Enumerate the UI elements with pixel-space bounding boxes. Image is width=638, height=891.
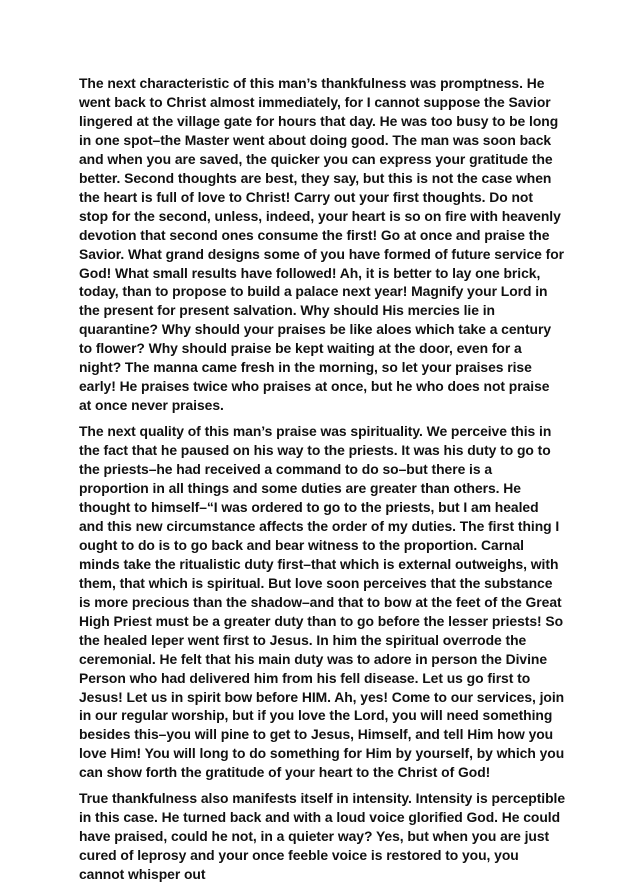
- paragraph-promptness: The next characteristic of this man’s thankfulness was promptness. He went back to Christ almost immediately, for I cannot suppose the Savior lingered at the village gate for hours that day. He was too busy to be long in one spot–the Master went about doing good. The man was soon back and when you are saved, the quicker you can express your gratitude the better. Second thoughts are best, they say, but this is not the case when the heart is full of love to Christ! Carry out your first thoughts. Do not stop for the second, unless, indeed, your heart is so on fire with heavenly devotion that second ones consume the first! Go at once and praise the Savior. What grand designs some of you have formed of future service for God! What small results have followed! Ah, it is better to lay one brick, today, than to propose to build a palace next year! Magnify your Lord in the present for present salvation. Why should His mercies lie in quarantine? Why should your praises be like aloes which take a century to flower? Why should praise be kept waiting at the door, even for a night? The manna came fresh in the morning, so let your praises rise early! He praises twice who praises at once, but he who does not praise at once never praises.: [79, 75, 564, 414]
- paragraph-spirituality: The next quality of this man’s praise was spirituality. We perceive this in the fact that he paused on his way to the priests. It was his duty to go to the priests–he had received a command to do so–but there is a proportion in all things and some duties are greater than others. He thought to himself–“I was ordered to go to the priests, but I am healed and this new circumstance affects the order of my duties. The first thing I ought to do is to go back and bear witness to the proportion. Carnal minds take the ritualistic duty first–that which is external outweighs, with them, that which is spiritual. But love soon perceives that the substance is more precious than the shadow–and that to bow at the feet of the Great High Priest must be a greater duty than to go before the lesser priests! So the healed leper went first to Jesus. In him the spiritual overrode the ceremonial. He felt that his main duty was to adore in person the Divine Person who had delivered him from his fell disease. Let us go first to Jesus! Let us in spirit bow before HIM. Ah, yes! Come to our services, join in our regular worship, but if you love the Lord, you will need something besides this–you will pine to get to Jesus, Himself, and tell Him how you love Him! You will long to do something for Him by yourself, by which you can show forth the gratitude of your heart to the Christ of God!: [79, 423, 565, 781]
- paragraph-intensity: True thankfulness also manifests itself in intensity. Intensity is perceptible in this case. He turned back and with a loud voice glorified God. He could have praised, could he not, in a quieter way? Yes, but when you are just cured of leprosy and your once feeble voice is restored to you, you cannot whisper out: [79, 790, 566, 883]
- document-page: [79, 74, 565, 891]
